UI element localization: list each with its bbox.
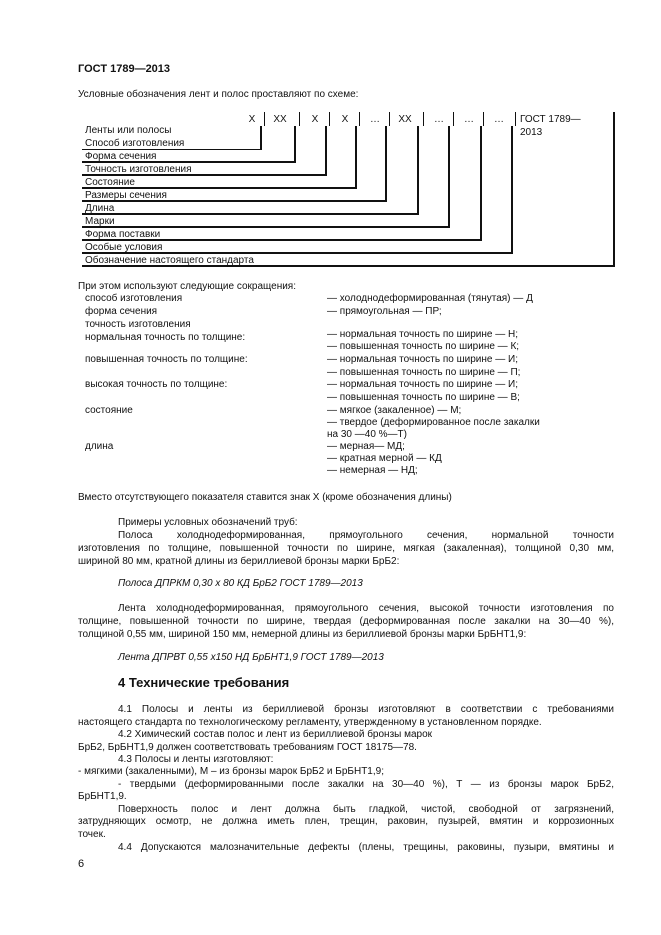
paragraph-4-3: - мягкими (закаленными), М – из бронзы марок БрБ2 и БрБНТ1,9;: [78, 766, 384, 777]
abbrev-term: длина: [85, 441, 114, 452]
surface-paragraph: точек.: [78, 829, 106, 840]
abbrev-term: повышенная точность по толщине:: [85, 354, 248, 365]
scheme-gost-line2: 2013: [520, 127, 543, 138]
abbrev-value: — повышенная точность по ширине — П;: [327, 367, 521, 378]
scheme-bracket-line: [294, 126, 296, 162]
document-header: ГОСТ 1789—2013: [78, 63, 171, 75]
scheme-label: Обозначение настоящего стандарта: [85, 255, 254, 266]
scheme-separator: [359, 112, 360, 126]
abbrev-value: — твердое (деформированное после закалки: [327, 417, 540, 428]
scheme-code: …: [494, 114, 504, 125]
abbrev-value: — холоднодеформированная (тянутая) — Д: [327, 293, 533, 304]
scheme-bracket-line: [448, 126, 450, 227]
scheme-code: XX: [273, 114, 287, 125]
abbrev-value: — повышенная точность по ширине — В;: [327, 392, 520, 403]
scheme-separator: [389, 112, 390, 126]
abbrev-value: — мягкое (закаленное) — М;: [327, 405, 462, 416]
abbrev-value: — нормальная точность по ширине — И;: [327, 354, 518, 365]
scheme-code: X: [248, 114, 256, 125]
scheme-code: X: [311, 114, 319, 125]
paragraph-4-2: 4.2 Химический состав полос и лент из бериллиевой бронзы марок: [118, 729, 433, 740]
scheme-bracket-line: [417, 126, 419, 214]
scheme-label: Состояние: [85, 177, 135, 188]
scheme-separator: [515, 112, 516, 126]
scheme-separator: [453, 112, 454, 126]
scheme-bracket-line: [325, 126, 327, 175]
paragraph-4-1: 4.1 Полосы и ленты из бериллиевой бронзы изготовляют в соответствии с требованиями: [118, 704, 614, 715]
example1-code: Полоса ДПРКМ 0,30 х 80 КД БрБ2 ГОСТ 1789—2013: [118, 578, 363, 589]
scheme-code: …: [434, 114, 444, 125]
absent-note: Вместо отсутствующего показателя ставится знак Х (кроме обозначения длины): [78, 492, 452, 503]
scheme-label: Марки: [85, 216, 115, 227]
paragraph-4-3: 4.3 Полосы и ленты изготовляют:: [118, 754, 274, 765]
scheme-bracket-line: [511, 126, 513, 253]
section-title: 4 Технические требования: [118, 675, 290, 690]
abbrev-value: на 30 —40 %—Т): [327, 429, 407, 440]
examples-title: Примеры условных обозначений труб:: [118, 517, 298, 528]
scheme-bracket-line: [613, 112, 615, 266]
abbrev-value: — повышенная точность по ширине — К;: [327, 341, 520, 352]
surface-paragraph: затрудняющих осмотр, не должна иметь плен, трещин, раковин, пузырей, вмятин и коррозионных: [78, 816, 614, 827]
abbrev-value: — прямоугольная — ПР;: [327, 306, 442, 317]
page-number: 6: [78, 858, 85, 870]
abbrev-value: — немерная — НД;: [327, 465, 418, 476]
example2-text: толщине, повышенной точности по ширине, твердая (деформированная после закалки на 30—40 %),: [78, 616, 614, 627]
abbrev-value: — нормальная точность по ширине — И;: [327, 379, 518, 390]
paragraph-4-3: БрБНТ1,9.: [78, 791, 127, 802]
scheme-label: Ленты или полосы: [85, 125, 172, 136]
scheme-code: XX: [398, 114, 412, 125]
abbrev-term: точность изготовления: [85, 319, 191, 330]
scheme-separator: [329, 112, 330, 126]
abbrev-value: — нормальная точность по ширине — Н;: [327, 329, 519, 340]
scheme-label: Форма сечения: [85, 151, 157, 162]
scheme-label: Точность изготовления: [85, 164, 192, 175]
paragraph-4-2: БрБ2, БрБНТ1,9 должен соответствовать требованиям ГОСТ 18175—78.: [78, 742, 417, 753]
scheme-bracket-line: [355, 126, 357, 188]
abbrev-value: — мерная— МД;: [327, 441, 405, 452]
example1-text: Полоса холоднодеформированная, прямоугольного сечения, нормальной точности: [118, 530, 614, 541]
paragraph-4-1: настоящего стандарта по технологическому регламенту, утвержденному в установленном порядке.: [78, 717, 542, 728]
abbrev-term: состояние: [85, 405, 133, 416]
abbrev-value: — кратная мерной — КД: [327, 453, 442, 464]
abbrev-intro: При этом используют следующие сокращения:: [78, 281, 296, 292]
scheme-label: Способ изготовления: [85, 138, 185, 149]
scheme-label: Особые условия: [85, 242, 163, 253]
example2-text: толщиной 0,55 мм, шириной 150 мм, немерной длины из бериллиевой бронзы марки БрБНТ1,9:: [78, 629, 527, 640]
scheme-label: Длина: [85, 203, 115, 214]
paragraph-4-3: - твердыми (деформированными после закалки на 30—40 %), Т — из бронзы марок БрБ2,: [118, 779, 614, 790]
scheme-bracket-line: [480, 126, 482, 240]
scheme-code: …: [464, 114, 474, 125]
abbrev-term: нормальная точность по толщине:: [85, 332, 246, 343]
scheme-separator: [264, 112, 265, 126]
scheme-separator: [483, 112, 484, 126]
scheme-underline: [82, 213, 419, 215]
scheme-gost-line1: ГОСТ 1789—: [520, 114, 581, 125]
scheme-intro: Условные обозначения лент и полос проставляют по схеме:: [78, 89, 359, 100]
scheme-bracket-line: [260, 126, 262, 150]
abbrev-term: высокая точность по толщине:: [85, 379, 228, 390]
example1-text: шириной 80 мм, кратной длины из бериллиевой бронзы марки БрБ2:: [78, 556, 400, 567]
scheme-label: Размеры сечения: [85, 190, 167, 201]
paragraph-4-4: 4.4 Допускаются малозначительные дефекты (плены, трещины, раковины, пузыри, вмятины и: [118, 842, 614, 853]
scheme-code: …: [370, 114, 380, 125]
abbrev-term: способ изготовления: [85, 293, 183, 304]
scheme-code: X: [341, 114, 349, 125]
example1-text: изготовления по толщине, повышенной точности по ширине, мягкая (закаленная), толщиной 0,30 мм,: [78, 543, 614, 554]
scheme-label: Форма поставки: [85, 229, 161, 240]
scheme-bracket-line: [385, 126, 387, 201]
example2-code: Лента ДПРВТ 0,55 х150 НД БрБНТ1,9 ГОСТ 1789—2013: [118, 652, 384, 663]
abbrev-term: форма сечения: [85, 306, 158, 317]
example2-text: Лента холоднодеформированная, прямоугольного сечения, высокой точности изготовления по: [118, 603, 614, 614]
surface-paragraph: Поверхность полос и лент должна быть гладкой, чистой, свободной от загрязнений,: [118, 804, 614, 815]
scheme-separator: [423, 112, 424, 126]
scheme-separator: [299, 112, 300, 126]
